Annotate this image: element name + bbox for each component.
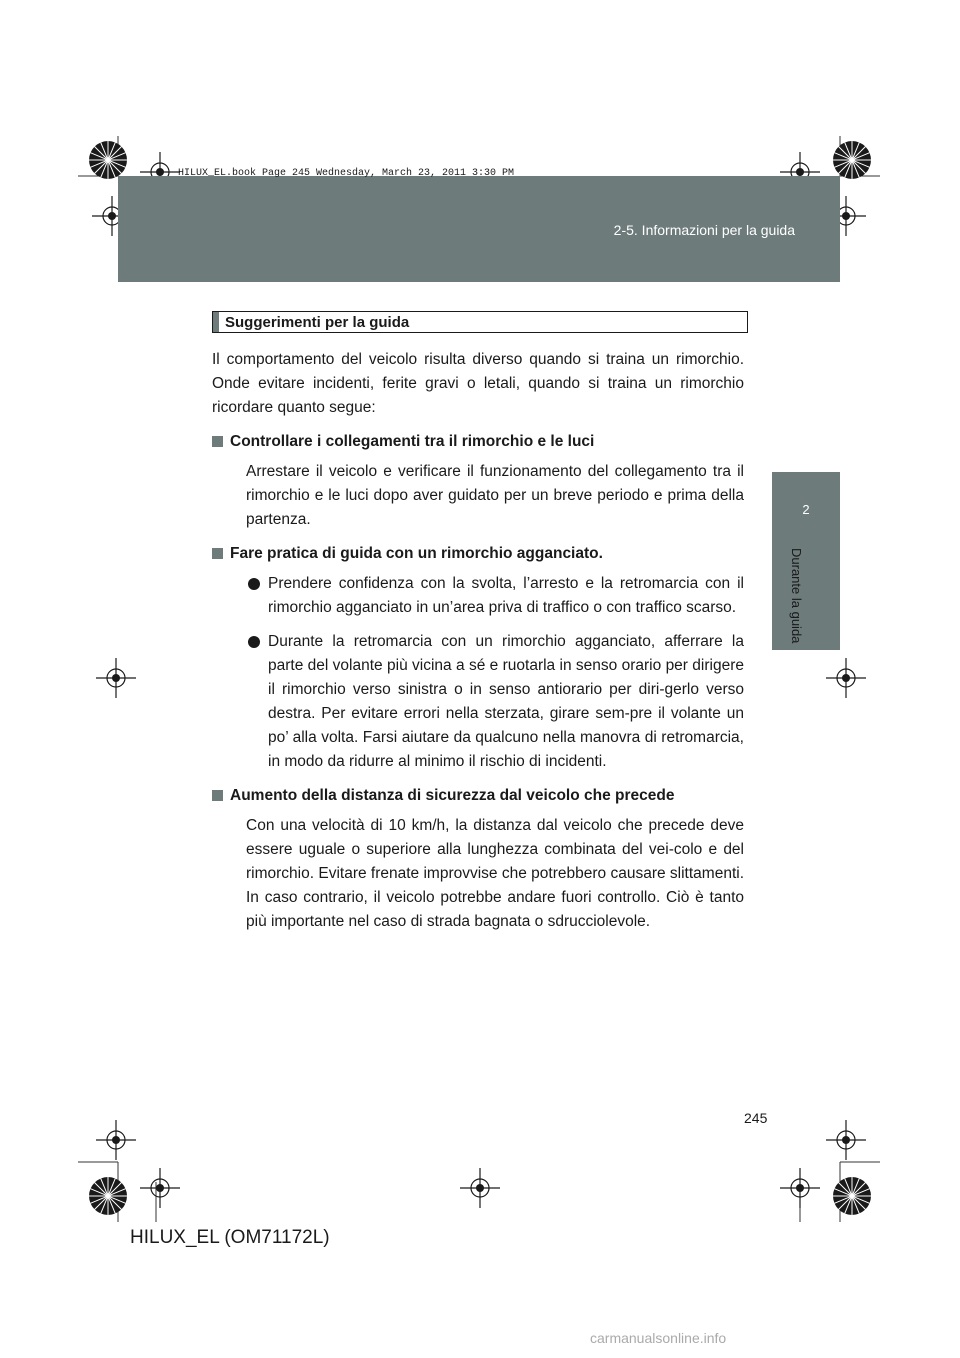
- print-info: HILUX_EL.book Page 245 Wednesday, March 23, 2011 3:30 PM: [178, 168, 515, 179]
- square-bullet-icon: [212, 790, 223, 801]
- box-title-accent: [213, 312, 219, 332]
- watermark: carmanualsonline.info: [590, 1330, 727, 1346]
- box-title-text: Suggerimenti per la guida: [225, 314, 410, 331]
- registration-mark-icon: [460, 1168, 500, 1208]
- chapter-number: 2: [802, 502, 810, 517]
- intro-paragraph: Il comportamento del veicolo risulta diverso quando si traina un rimorchio. Onde evitare incidenti, ferite gravi o letali, quando si traina un rimorchio ricordare quanto segue:: [212, 351, 744, 416]
- list-item-text: Prendere confidenza con la svolta, l’arresto e la retromarcia con il rimorchio agganciato in un’area priva di traffico o con traffico scarso.: [268, 575, 744, 616]
- model-code: HILUX_EL (OM71172L): [130, 1227, 330, 1248]
- starburst-icon: [832, 140, 872, 180]
- section-heading-text: Fare pratica di guida con un rimorchio agganciato.: [230, 545, 603, 562]
- registration-mark-icon: [140, 1168, 180, 1208]
- page-number: 245: [744, 1110, 768, 1126]
- starburst-icon: [88, 140, 128, 180]
- starburst-icon: [88, 1176, 128, 1216]
- registration-mark-icon: [96, 658, 136, 698]
- round-bullet-icon: [248, 636, 260, 648]
- square-bullet-icon: [212, 436, 223, 447]
- registration-mark-icon: [96, 1120, 136, 1160]
- round-bullet-icon: [248, 578, 260, 590]
- section-heading-text: Controllare i collegamenti tra il rimorchio e le luci: [230, 433, 595, 450]
- section-text: Arrestare il veicolo e verificare il funzionamento del collegamento tra il rimorchio e le luci dopo aver guidato per un breve periodo e prima della partenza.: [246, 463, 744, 528]
- main-content: [212, 348, 744, 934]
- starburst-icon: [832, 1176, 872, 1216]
- section-text: Con una velocità di 10 km/h, la distanza dal veicolo che precede deve essere uguale o superiore alla lunghezza combinata del vei-colo e del rimorchio. Evitare frenate improvvise che potrebbero causare slittamenti. In caso contrario, il veicolo potrebbe andare fuori controllo. Ciò è tanto più importante nel caso di strada bagnata o sdrucciolevole.: [246, 817, 744, 930]
- list-item-text: Durante la retromarcia con un rimorchio agganciato, afferrare la parte del volante più vicina a sé e ruotarla in senso orario per dirigere il rimorchio verso sinistra o in senso antiorario per diri-gerlo verso destra. Per evitare errori nella sterzata, girare sem-pre il volante un po’ alla volta. Farsi aiutare da qualcuno nella manovra di retromarcia, in modo da ridurre al minimo il rischio di incidenti.: [268, 633, 744, 770]
- section-title: 2-5. Informazioni per la guida: [613, 222, 795, 238]
- list-item: [212, 572, 744, 620]
- section-heading-text: Aumento della distanza di sicurezza dal veicolo che precede: [230, 787, 675, 804]
- registration-mark-icon: [826, 658, 866, 698]
- registration-mark-icon: [780, 1168, 820, 1208]
- registration-mark-icon: [826, 1120, 866, 1160]
- section-heading: [212, 430, 744, 454]
- box-title: [212, 311, 748, 333]
- section-heading: [212, 542, 744, 566]
- section-heading: [212, 784, 744, 808]
- list-item: [212, 630, 744, 774]
- chapter-label: Durante la guida: [789, 548, 804, 644]
- square-bullet-icon: [212, 548, 223, 559]
